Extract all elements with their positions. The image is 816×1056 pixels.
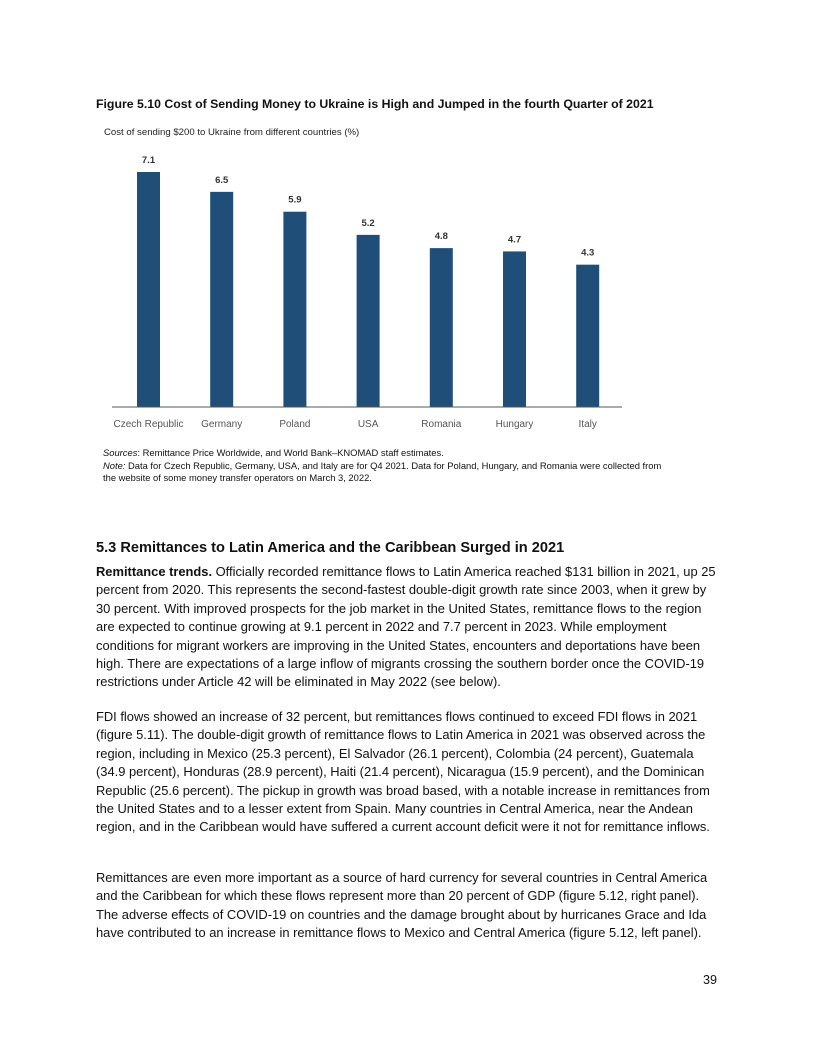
sources-label: Sources bbox=[103, 447, 138, 458]
value-label: 5.2 bbox=[361, 217, 375, 229]
bar-italy bbox=[576, 265, 599, 407]
category-label: Hungary bbox=[495, 419, 534, 430]
bar-usa bbox=[357, 235, 380, 407]
category-label: Germany bbox=[201, 419, 243, 430]
category-label: Italy bbox=[578, 419, 597, 430]
bar-czech-republic bbox=[137, 172, 160, 407]
page-number: 39 bbox=[703, 973, 718, 987]
paragraph-remittance-trends bbox=[96, 563, 722, 692]
value-label: 4.8 bbox=[434, 231, 448, 243]
paragraph-fdi-flows: FDI flows showed an increase of 32 percent, but remittances flows continued to exceed FDI flows in 2021 (figure 5.11). The double-digit growth of remittance flows to Latin America in 2021 was observed across the region, including in Mexico (25.3 percent), El Salvador (26.1 percent), Colombia (24 percent), Guatemala (34.9 percent), Honduras (28.9 percent), Haiti (21.4 percent), Nicaragua (15.9 percent), and the Dominican Republic (25.6 percent). The pickup in growth was broad based, with a notable increase in remittances from the United States and to a lesser extent from Spain. Many countries in Central America, near the Andean region, and in the Caribbean would have suffered a current account deficit were it not for remittance inflows. bbox=[96, 709, 710, 835]
value-label: 4.7 bbox=[507, 234, 522, 246]
value-label: 6.5 bbox=[215, 174, 229, 186]
sources-text: : Remittance Price Worldwide, and World Bank–KNOMAD staff estimates. bbox=[137, 447, 444, 458]
category-label: Romania bbox=[421, 419, 462, 430]
note-line bbox=[103, 460, 663, 485]
value-label: 5.9 bbox=[288, 194, 302, 206]
category-label: Poland bbox=[279, 419, 311, 430]
figure-sources bbox=[103, 447, 663, 485]
category-label: USA bbox=[357, 419, 379, 430]
paragraph-lead: Remittance trends. bbox=[96, 564, 213, 579]
figure-title: Figure 5.10 Cost of Sending Money to Ukraine is High and Jumped in the fourth Quarter of 2021 bbox=[96, 97, 654, 111]
bar-chart bbox=[0, 0, 816, 440]
paragraph-hard-currency: Remittances are even more important as a source of hard currency for several countries in Central America and the Caribbean for which these flows represent more than 20 percent of GDP (figure 5.12, right panel). The adverse effects of COVID-19 on countries and the damage brought about by hurricanes Grace and Ida have contributed to an increase in remittance flows to Mexico and Central America (figure 5.12, left panel). bbox=[96, 870, 708, 941]
section-heading: 5.3 Remittances to Latin America and the Caribbean Surged in 2021 bbox=[96, 540, 565, 556]
category-label: Czech Republic bbox=[113, 419, 184, 430]
bar-germany bbox=[210, 192, 233, 407]
chart-subtitle: Cost of sending $200 to Ukraine from different countries (%) bbox=[104, 127, 360, 138]
value-label: 4.3 bbox=[581, 247, 595, 259]
note-text: Data for Czech Republic, Germany, USA, and Italy are for Q4 2021. Data for Poland, Hungary, and Romania were collected from the website of some money transfer operators on March 3, 2022. bbox=[103, 459, 662, 483]
paragraph-text: Officially recorded remittance flows to Latin America reached $131 billion in 2021, up 25 percent from 2020. This represents the second-fastest double-digit growth rate since 2003, when it grew by 30 percent. With improved prospects for the job market in the United States, remittance flows to the region are expected to continue growing at 9.1 percent in 2022 and 7.7 percent in 2023. While employment conditions for migrant workers are improving in the United States, encounters and deportations have been high. There are expectations of a large inflow of migrants crossing the southern border once the COVID-19 restrictions under Article 42 will be eliminated in May 2022 (see below). bbox=[96, 564, 716, 690]
bar-hungary bbox=[503, 251, 526, 407]
bars-layer bbox=[137, 172, 599, 407]
bar-poland bbox=[283, 212, 306, 407]
value-label: 7.1 bbox=[141, 155, 156, 166]
sources-line bbox=[103, 447, 663, 460]
note-label: Note: bbox=[103, 459, 126, 471]
bar-romania bbox=[430, 248, 453, 407]
